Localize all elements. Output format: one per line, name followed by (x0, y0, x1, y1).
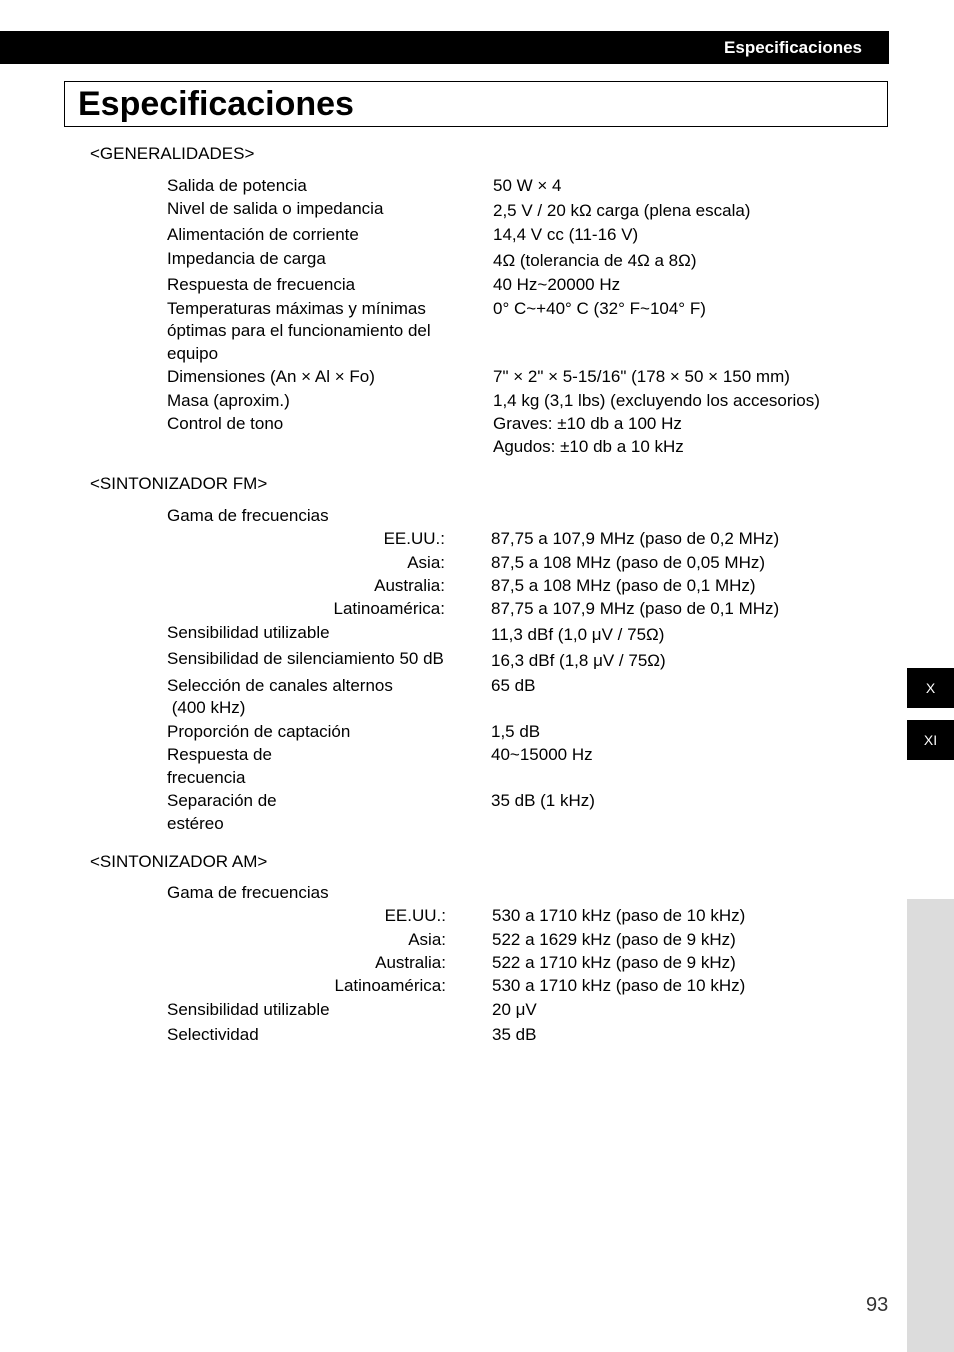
side-tab-xi[interactable] (907, 720, 954, 760)
spec-value: 87,75 a 107,9 MHz (paso de 0,2 MHz) (491, 529, 780, 548)
side-tab-label: XI (923, 732, 938, 748)
spec-label: Dimensiones (An × Al × Fo) (167, 367, 375, 386)
spec-label: Masa (aproxim.) (167, 391, 290, 410)
page-number: 93 (866, 1294, 889, 1316)
spec-label: Selectividad (167, 1025, 259, 1044)
spec-label: Alimentación de corriente (167, 225, 359, 244)
region-label: Australia: (374, 576, 445, 595)
spec-value: 65 dB (491, 676, 536, 695)
region-label: Asia: (407, 553, 445, 572)
spec-value: 2,5 V / 20 kΩ carga (plena escala) (493, 201, 751, 220)
spec-value: 87,5 a 108 MHz (paso de 0,1 MHz) (491, 576, 756, 595)
running-header (0, 31, 889, 64)
section-heading-am: <SINTONIZADOR AM> (90, 852, 268, 871)
side-tab-label: X (925, 680, 936, 696)
section-heading-fm: <SINTONIZADOR FM> (90, 474, 268, 493)
spec-label: Salida de potencia (167, 176, 307, 195)
spec-label: Separación de (167, 791, 277, 810)
spec-label: Proporción de captación (167, 722, 351, 741)
spec-label: Selección de canales alternos (167, 676, 393, 695)
spec-label: óptimas para el funcionamiento del (167, 321, 431, 340)
spec-value: 40 Hz~20000 Hz (493, 275, 621, 294)
spec-value: 40~15000 Hz (491, 745, 593, 764)
spec-value: Agudos: ±10 db a 10 kHz (493, 437, 684, 456)
spec-label: Gama de frecuencias (167, 506, 329, 525)
spec-label: estéreo (167, 814, 224, 833)
page-title: Especificaciones (78, 85, 354, 123)
spec-value: 522 a 1710 kHz (paso de 9 kHz) (492, 953, 736, 972)
spec-value: 87,75 a 107,9 MHz (paso de 0,1 MHz) (491, 599, 780, 618)
spec-value: 11,3 dBf (1,0 μV / 75Ω) (491, 625, 665, 644)
spec-value: 0° C~+40° C (32° F~104° F) (493, 299, 706, 318)
spec-label: Sensibilidad utilizable (167, 1000, 330, 1019)
spec-value: 16,3 dBf (1,8 μV / 75Ω) (491, 651, 666, 670)
spec-label: Impedancia de carga (167, 249, 326, 268)
spec-label: Sensibilidad de silenciamiento 50 dB (167, 649, 444, 668)
spec-value: 522 a 1629 kHz (paso de 9 kHz) (492, 930, 736, 949)
region-label: EE.UU.: (383, 529, 445, 548)
running-header-title: Especificaciones (724, 38, 862, 57)
spec-label: Respuesta de (167, 745, 272, 764)
spec-value: 1,4 kg (3,1 lbs) (excluyendo los accesorios) (493, 391, 820, 410)
spec-label: Nivel de salida o impedancia (167, 199, 384, 218)
spec-value: 530 a 1710 kHz (paso de 10 kHz) (492, 976, 746, 995)
spec-value: Graves: ±10 db a 100 Hz (493, 414, 682, 433)
spec-label: Gama de frecuencias (167, 883, 329, 902)
spec-value: 87,5 a 108 MHz (paso de 0,05 MHz) (491, 553, 766, 572)
side-tab-x[interactable] (907, 668, 954, 708)
spec-value: 4Ω (tolerancia de 4Ω a 8Ω) (493, 251, 697, 270)
section-heading-generalidades: <GENERALIDADES> (90, 144, 255, 163)
spec-label: equipo (167, 344, 219, 363)
page-title-box (64, 81, 888, 127)
spec-value: 35 dB (492, 1025, 537, 1044)
spec-label: Respuesta de frecuencia (167, 275, 356, 294)
region-label: Australia: (375, 953, 446, 972)
spec-value: 530 a 1710 kHz (paso de 10 kHz) (492, 906, 746, 925)
spec-label: Sensibilidad utilizable (167, 623, 330, 642)
spec-value: 35 dB (1 kHz) (491, 791, 595, 810)
region-label: Asia: (408, 930, 446, 949)
side-strip (907, 899, 954, 1352)
spec-label: Control de tono (167, 414, 284, 433)
region-label: Latinoamérica: (334, 976, 446, 995)
spec-value: 7" × 2" × 5-15/16" (178 × 50 × 150 mm) (493, 367, 790, 386)
spec-value: 14,4 V cc (11-16 V) (493, 225, 639, 244)
spec-label: (400 kHz) (167, 698, 246, 717)
spec-label: frecuencia (167, 768, 246, 787)
spec-value: 50 W × 4 (493, 176, 562, 195)
region-label: EE.UU.: (384, 906, 446, 925)
region-label: Latinoamérica: (333, 599, 445, 618)
spec-label: Temperaturas máximas y mínimas (167, 299, 426, 318)
spec-value: 20 μV (492, 1000, 537, 1019)
spec-value: 1,5 dB (491, 722, 541, 741)
